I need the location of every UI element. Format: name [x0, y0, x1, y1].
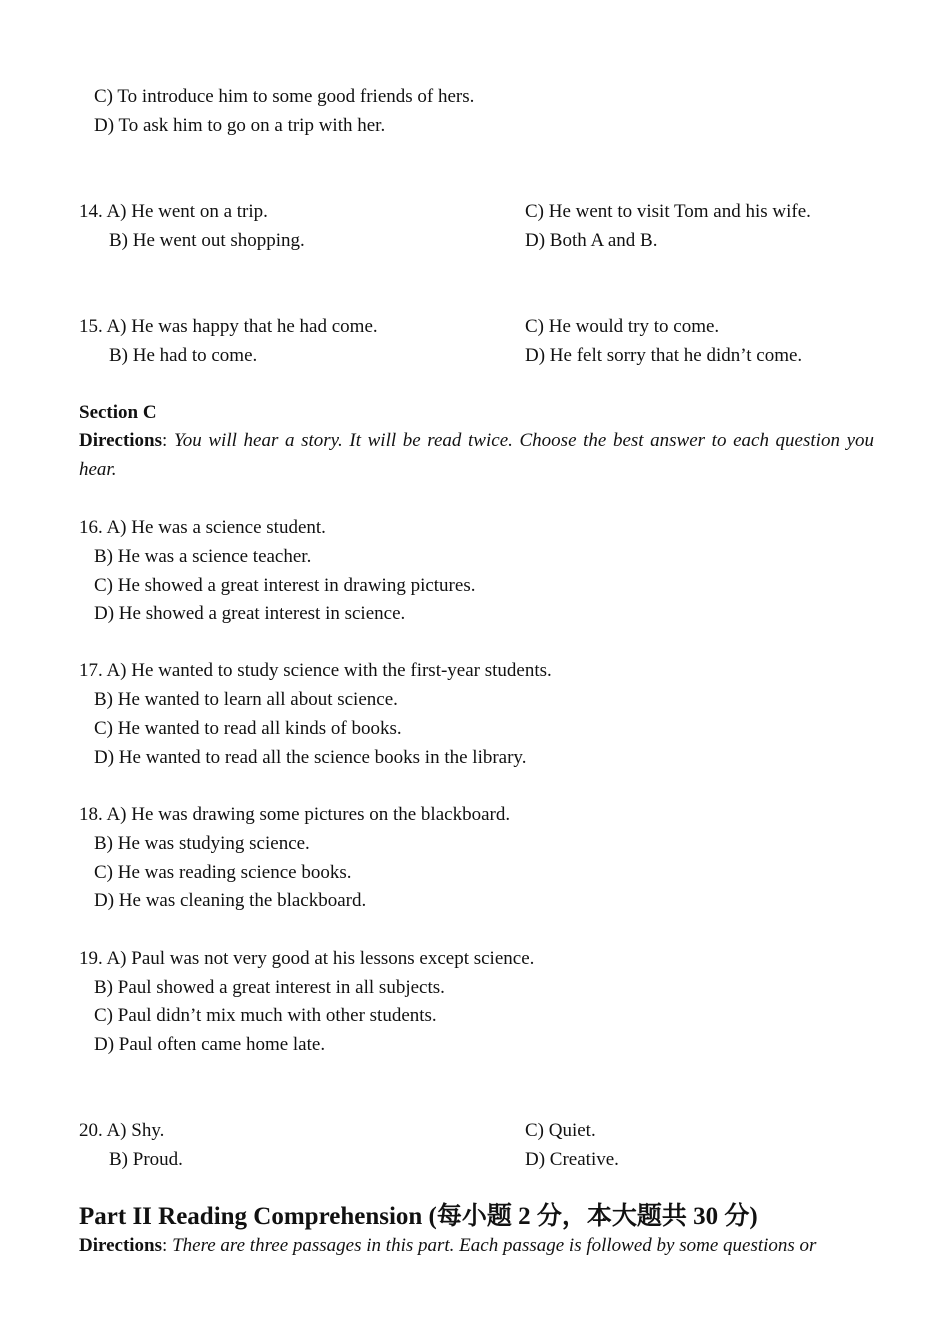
part2-directions-colon: : [162, 1235, 168, 1256]
q17-option-c: C) He wanted to read all kinds of books. [94, 718, 402, 739]
part2-directions [79, 1235, 816, 1257]
part2-directions-text: There are three passages in this part. Each passage is followed by some questions or [172, 1235, 817, 1256]
q16-option-b: B) He was a science teacher. [94, 546, 312, 567]
q14-option-b: B) He went out shopping. [109, 230, 305, 251]
q16-option-d: D) He showed a great interest in science. [94, 603, 406, 624]
q20-option-d: D) Creative. [525, 1149, 619, 1170]
q19-option-b: B) Paul showed a great interest in all subjects. [94, 977, 445, 998]
q13-option-c: C) To introduce him to some good friends of hers. [94, 86, 475, 107]
q15-option-a: 15. A) He was happy that he had come. [79, 316, 378, 337]
q18-option-c: C) He was reading science books. [94, 862, 352, 883]
q18-option-a: 18. A) He was drawing some pictures on the blackboard. [79, 804, 511, 825]
q16-option-a: 16. A) He was a science student. [79, 517, 326, 538]
q14-option-c: C) He went to visit Tom and his wife. [525, 201, 811, 222]
q20-option-b: B) Proud. [109, 1149, 183, 1170]
q20-option-a: 20. A) Shy. [79, 1120, 165, 1141]
section-c-directions [79, 426, 874, 484]
q19-option-d: D) Paul often came home late. [94, 1034, 326, 1055]
q16-option-c: C) He showed a great interest in drawing pictures. [94, 575, 476, 596]
directions-text: You will hear a story. It will be read twice. Choose the best answer to each question you hear. [79, 430, 874, 480]
part2-title: Part II Reading Comprehension (每小题 2 分，本大题共 30 分) [79, 1203, 758, 1230]
q19-option-c: C) Paul didn’t mix much with other students. [94, 1005, 437, 1026]
q15-option-d: D) He felt sorry that he didn’t come. [525, 345, 803, 366]
section-c-title: Section C [79, 402, 157, 423]
q20-option-c: C) Quiet. [525, 1120, 596, 1141]
q17-option-a: 17. A) He wanted to study science with the first-year students. [79, 660, 552, 681]
q17-option-b: B) He wanted to learn all about science. [94, 689, 398, 710]
q14-option-a: 14. A) He went on a trip. [79, 201, 268, 222]
directions-label: Directions [79, 430, 163, 451]
q13-option-d: D) To ask him to go on a trip with her. [94, 115, 386, 136]
q18-option-d: D) He was cleaning the blackboard. [94, 890, 367, 911]
part2-directions-label: Directions [79, 1235, 163, 1256]
q19-option-a: 19. A) Paul was not very good at his lessons except science. [79, 948, 535, 969]
q15-option-b: B) He had to come. [109, 345, 258, 366]
directions-colon: : [162, 430, 168, 451]
q18-option-b: B) He was studying science. [94, 833, 310, 854]
q15-option-c: C) He would try to come. [525, 316, 720, 337]
q17-option-d: D) He wanted to read all the science books in the library. [94, 747, 527, 768]
q14-option-d: D) Both A and B. [525, 230, 658, 251]
